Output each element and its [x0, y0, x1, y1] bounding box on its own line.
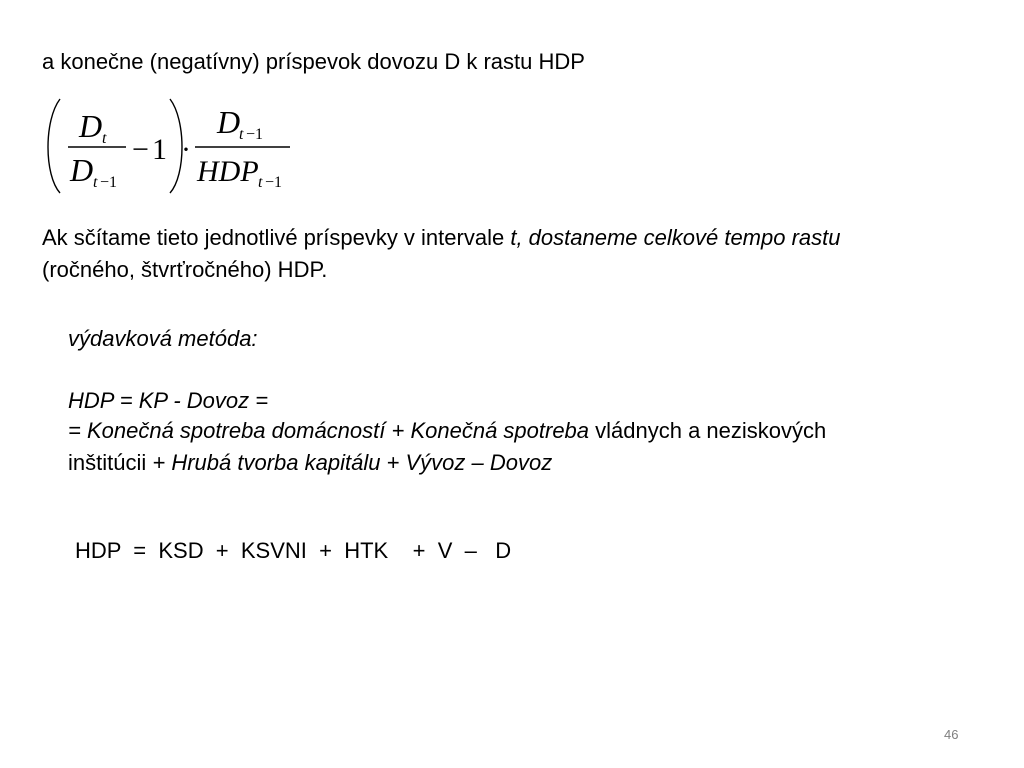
frac2-denominator-sub-one: 1 — [274, 174, 282, 191]
frac2-denominator-sub: t — [258, 174, 263, 191]
frac2-numerator-sub-minus: − — [246, 126, 256, 143]
paragraph-line-1 — [42, 222, 841, 254]
minus-sign: − — [132, 133, 149, 166]
frac1-denominator-sub: t — [93, 174, 98, 191]
left-paren — [48, 99, 60, 193]
method-equation-3 — [68, 447, 552, 479]
page-number: 46 — [944, 727, 959, 742]
method-eq3-normal: inštitúcii — [68, 450, 147, 475]
frac2-numerator-sub-one: 1 — [255, 126, 263, 143]
paragraph-italic-text: t, dostaneme celkové tempo rastu — [510, 225, 841, 250]
one: 1 — [152, 133, 167, 166]
intro-line: a konečne (negatívny) príspevok dovozu D k rastu HDP — [42, 49, 585, 74]
multiply-dot: · — [181, 133, 191, 166]
frac2-denominator-sub-minus: − — [265, 174, 275, 191]
method-equation-1: HDP = KP - Dovoz = — [68, 388, 269, 413]
summary-equation: HDP = KSD + KSVNI + HTK + V – D — [75, 538, 512, 563]
frac1-denominator-sub-minus: − — [100, 174, 110, 191]
method-eq2-normal: vládnych a neziskových — [589, 418, 827, 443]
paragraph-line-2: (ročného, štvrťročného) HDP. — [42, 257, 328, 282]
frac1-numerator: D — [79, 108, 103, 144]
frac2-denominator: HDP — [197, 155, 259, 188]
method-eq3-italic: + Hrubá tvorba kapitálu + Vývoz – Dovoz — [146, 450, 553, 475]
frac1-numerator-sub: t — [102, 130, 107, 147]
frac1-denominator-sub-one: 1 — [109, 174, 117, 191]
method-eq2-italic: = Konečná spotreba domácností + Konečná spotreba — [68, 418, 590, 443]
frac2-numerator: D — [217, 104, 241, 140]
method-title: výdavková metóda: — [68, 326, 258, 351]
method-equation-2 — [68, 415, 826, 447]
import-contribution-formula — [40, 95, 310, 200]
paragraph-normal-text: Ak sčítame tieto jednotlivé príspevky v intervale — [42, 225, 511, 250]
frac1-denominator: D — [70, 152, 94, 188]
frac2-numerator-sub: t — [239, 126, 244, 143]
